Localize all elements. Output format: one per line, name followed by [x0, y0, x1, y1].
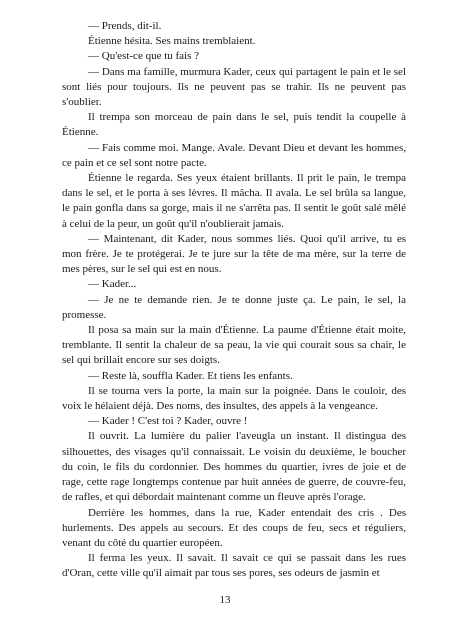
paragraph-17: Il ferma les yeux. Il savait. Il savait ce qui se passait dans les rues d'Oran, cette ville qu'il aimait par tous ses pores, ses odeurs de jasmin et [62, 552, 406, 580]
paragraph-13: Il se tourna vers la porte, la main sur la poignée. Dans le couloir, des voix le hélaient déjà. Des noms, des insultes, des appels à la vengeance. [62, 384, 406, 413]
paragraph-16: Derrière les hommes, dans la rue, Kader entendait des cris . Des hurlements. Des appels au secours. Et des coups de feu, secs et réguliers, venant du côté du quartier européen. [62, 506, 406, 549]
paragraph-3: — Qu'est-ce que tu fais ? [88, 50, 200, 63]
paragraph-10: — Je ne te demande rien. Je te donne juste ça. Le pain, le sel, la promesse. [62, 293, 406, 321]
paragraph-7: Étienne le regarda. Ses yeux étaient brillants. Il prit le pain, le trempa dans le sel, et le porta à ses lèvres. Il mâcha. Il avala. Le sel brûla sa langue, le pain gonfla dans sa gorge, mais il ne s'arrêta pas. Il sentit le goût salé mêlé à celui de la peur, un goût qu'il n'oublierait jamais. [62, 172, 406, 230]
paragraph-11: Il posa sa main sur la main d'Étienne. La paume d'Étienne était moite, tremblante. Il sentit la chaleur de sa peau, la vie qui courait sous sa chair, le sel qui brillait encore sur ses doigts. [62, 324, 406, 367]
paragraph-8: — Maintenant, dit Kader, nous sommes liés. Quoi qu'il arrive, tu es mon frère. Je te protégerai. Je te jure sur la tête de ma mère, sur la terre de mes pères, sur le sel qui est en nous. [62, 232, 406, 276]
paragraph-15: Il ouvrit. La lumière du palier l'aveugla un instant. Il distingua des silhouettes, des visages qu'il connaissait. Le voisin du deuxième, le boucher du coin, le fils du cordonnier. Des hommes du quartier, ivres de joie et de rage, cette rage longtemps contenue par huit années de guerre, de couvre-feu, de rafles, et qui débordait maintenant comme un fleuve après l'orage. [62, 430, 406, 504]
paragraph-5: Il trempa son morceau de pain dans le sel, puis tendit la coupelle à Étienne. [62, 111, 406, 139]
paragraph-14: — Kader ! C'est toi ? Kader, ouvre ! [88, 415, 248, 428]
paragraph-9: — Kader... [88, 278, 137, 291]
paragraph-6: — Fais comme moi. Mange. Avale. Devant Dieu et devant les hommes, ce pain et ce sel sont notre pacte. [62, 141, 406, 169]
paragraph-1: — Prends, dit-il. [88, 20, 162, 32]
page-body [62, 19, 406, 582]
page-number: 13 [219, 594, 231, 606]
paragraph-12: — Reste là, souffla Kader. Et tiens les enfants. [88, 369, 293, 382]
paragraph-2: Étienne hésita. Ses mains tremblaient. [88, 35, 256, 48]
paragraph-4: — Dans ma famille, murmura Kader, ceux qui partagent le pain et le sel sont liés pour toujours. Ils ne peuvent pas se trahir. Ils ne peuvent pas s'oublier. [62, 65, 406, 109]
